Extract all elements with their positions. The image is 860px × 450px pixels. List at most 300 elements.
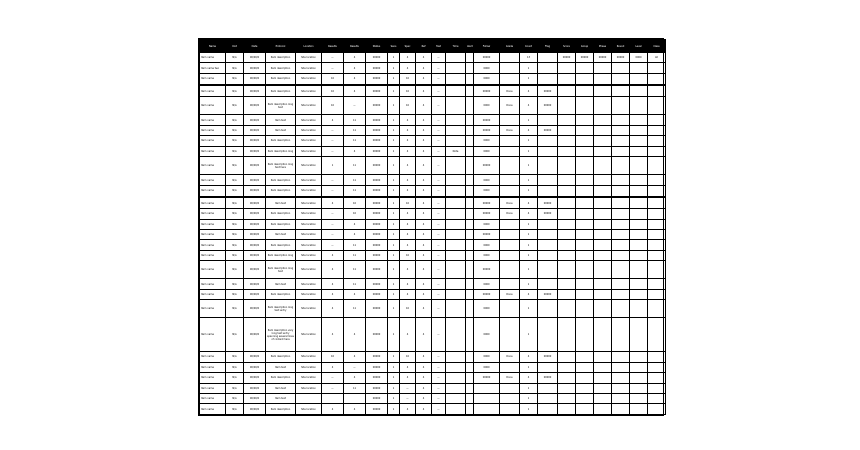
column-header[interactable]: Ref [416, 40, 432, 53]
table-cell [500, 53, 520, 63]
table-cell [612, 146, 630, 156]
table-cell: 1 [520, 136, 538, 146]
table-cell: 10 [400, 85, 416, 97]
table-cell [594, 115, 612, 125]
table-cell [630, 85, 648, 97]
table-cell [446, 261, 466, 279]
table-cell: 0000 [474, 279, 500, 289]
table-cell: 4 [416, 279, 432, 289]
table-cell: — [432, 261, 446, 279]
table-cell: Item name [200, 85, 226, 97]
table-cell [612, 185, 630, 197]
table-cell: Item description [266, 53, 296, 63]
table-cell: 00000 [366, 300, 388, 318]
table-cell [612, 383, 630, 393]
table-row[interactable] [200, 229, 666, 239]
table-cell: Done [500, 352, 520, 362]
table-cell: Item name [200, 261, 226, 279]
table-cell [630, 373, 648, 383]
table-cell: Site location [296, 229, 322, 239]
table-cell: 10 [400, 250, 416, 260]
table-row[interactable] [200, 383, 666, 393]
table-cell [576, 229, 594, 239]
table-cell [558, 362, 576, 372]
table-cell [446, 318, 466, 352]
column-header[interactable]: Status [366, 40, 388, 53]
column-header[interactable]: Class [648, 40, 666, 53]
table-row[interactable] [200, 250, 666, 260]
table-cell: 1 [388, 279, 400, 289]
table-cell: Site location [296, 125, 322, 135]
table-cell: 0000 [474, 63, 500, 73]
column-header[interactable]: Group [576, 40, 594, 53]
table-cell [500, 73, 520, 85]
table-cell [576, 362, 594, 372]
table-cell: 4 [344, 229, 366, 239]
table-cell [576, 209, 594, 219]
table-cell [500, 185, 520, 197]
table-cell: 1 [388, 185, 400, 197]
table-cell [648, 63, 666, 73]
table-cell: 4 [416, 261, 432, 279]
table-cell: Site location [296, 318, 322, 352]
table-cell [446, 125, 466, 135]
table-cell [558, 73, 576, 85]
table-cell [538, 115, 558, 125]
table-cell: 00/00/0 [244, 146, 266, 156]
table-cell: N/A [226, 185, 244, 197]
table-cell [648, 300, 666, 318]
column-header[interactable]: Unit [226, 40, 244, 53]
column-header[interactable]: Grade [500, 40, 520, 53]
table-cell: 1 [520, 318, 538, 352]
table-cell: N/A [226, 73, 244, 85]
table-cell [466, 383, 474, 393]
table-cell: Item description [266, 373, 296, 383]
table-cell: Site location [296, 197, 322, 209]
table-cell: Site location [296, 240, 322, 250]
table-cell: 4 [416, 300, 432, 318]
table-row[interactable] [200, 146, 666, 156]
table-cell [466, 318, 474, 352]
table-cell: 00000 [474, 289, 500, 299]
table-cell: N/A [226, 279, 244, 289]
table-cell: 00000 [474, 209, 500, 219]
table-row[interactable] [200, 115, 666, 125]
table-cell [558, 63, 576, 73]
table-cell [466, 53, 474, 63]
table-cell: 1 [388, 73, 400, 85]
table-cell [648, 362, 666, 372]
table-cell: 00000 [366, 125, 388, 135]
table-cell: N/A [226, 97, 244, 115]
column-header[interactable]: Follow [474, 40, 500, 53]
table-cell: — [432, 175, 446, 185]
table-cell: 4 [416, 73, 432, 85]
table-cell: — [400, 393, 416, 403]
column-header[interactable]: Date [244, 40, 266, 53]
table-cell: — [432, 383, 446, 393]
table-cell: 00/00/0 [244, 157, 266, 175]
table-cell: 00/00/0 [244, 85, 266, 97]
table-cell [576, 393, 594, 403]
table-row[interactable] [200, 97, 666, 115]
table-row[interactable] [200, 209, 666, 219]
table-cell: Item name [200, 362, 226, 372]
table-cell [594, 318, 612, 352]
table-cell [500, 229, 520, 239]
table-cell: N/A [226, 240, 244, 250]
table-cell: 4 [344, 289, 366, 299]
table-cell: 4 [400, 362, 416, 372]
table-cell: 00000 [366, 261, 388, 279]
table-cell: Site location [296, 85, 322, 97]
table-cell: 1 [388, 115, 400, 125]
table-cell [630, 250, 648, 260]
table-cell: — [432, 250, 446, 260]
table-cell: 1 [520, 393, 538, 403]
table-cell [648, 97, 666, 115]
table-cell [648, 279, 666, 289]
table-cell: 00000 [474, 261, 500, 279]
table-cell: 4 [416, 393, 432, 403]
table-cell: Item description [266, 219, 296, 229]
table-cell [500, 146, 520, 156]
table-cell: 00000 [366, 157, 388, 175]
table-cell: N/A [226, 115, 244, 125]
table-cell [648, 229, 666, 239]
table-cell [500, 175, 520, 185]
table-cell [630, 146, 648, 156]
table-cell: Item name [200, 250, 226, 260]
table-cell: Item name [200, 229, 226, 239]
table-cell [612, 300, 630, 318]
table-cell: 00000 [366, 352, 388, 362]
table-cell [558, 404, 576, 415]
table-cell: 0000 [474, 185, 500, 197]
table-cell: — [322, 240, 344, 250]
table-cell: Done [500, 85, 520, 97]
table-cell [558, 240, 576, 250]
table-cell: 00/00/0 [244, 279, 266, 289]
table-cell [576, 115, 594, 125]
table-cell [612, 229, 630, 239]
table-row[interactable] [200, 352, 666, 362]
table-cell [576, 185, 594, 197]
table-cell: 4 [400, 157, 416, 175]
table-cell: Done [500, 373, 520, 383]
table-cell [576, 289, 594, 299]
table-cell: 1 [388, 146, 400, 156]
table-cell [612, 97, 630, 115]
table-cell: 00000 [538, 373, 558, 383]
table-cell [630, 383, 648, 393]
column-header[interactable]: Results [322, 40, 344, 53]
table-cell: 00/00/0 [244, 250, 266, 260]
table-cell: 00/00/0 [244, 373, 266, 383]
table-cell: Site location [296, 373, 322, 383]
table-cell: 00/00/0 [244, 53, 266, 63]
table-cell [648, 318, 666, 352]
table-cell [630, 115, 648, 125]
table-cell: 00000 [366, 219, 388, 229]
table-cell: 00000 [474, 157, 500, 175]
table-cell [648, 404, 666, 415]
table-cell [594, 289, 612, 299]
column-header[interactable]: Flag [538, 40, 558, 53]
table-cell: 1 [520, 73, 538, 85]
table-cell [558, 197, 576, 209]
table-cell: 00/00/0 [244, 300, 266, 318]
table-cell [538, 219, 558, 229]
table-cell [630, 229, 648, 239]
column-header[interactable]: Location [296, 40, 322, 53]
table-cell: 13 [520, 53, 538, 63]
table-cell: 00000 [594, 53, 612, 63]
table-cell: 00/00/0 [244, 289, 266, 299]
table-cell [594, 362, 612, 372]
table-cell [538, 404, 558, 415]
table-cell: 00000 [366, 373, 388, 383]
table-cell: 00/00/0 [244, 115, 266, 125]
table-cell: 1 [520, 115, 538, 125]
table-cell: 1 [520, 146, 538, 156]
column-header[interactable]: Name [200, 40, 226, 53]
column-header[interactable]: Protocol [266, 40, 296, 53]
table-row[interactable] [200, 240, 666, 250]
table-row[interactable] [200, 85, 666, 97]
column-header[interactable]: Results [344, 40, 366, 53]
table-cell: 4 [400, 240, 416, 250]
table-cell: 1 [388, 209, 400, 219]
table-row[interactable] [200, 362, 666, 372]
table-cell: 1 [388, 136, 400, 146]
table-row[interactable] [200, 63, 666, 73]
table-cell: N/A [226, 197, 244, 209]
table-cell: 4 [520, 373, 538, 383]
table-row[interactable] [200, 373, 666, 383]
table-cell: 00000 [366, 185, 388, 197]
table-cell: 00/00/0 [244, 97, 266, 115]
table-cell [558, 97, 576, 115]
table-cell: 4 [416, 219, 432, 229]
table-row[interactable] [200, 125, 666, 135]
table-cell: Item description [266, 185, 296, 197]
table-cell: 1 [388, 85, 400, 97]
table-cell: — [322, 209, 344, 219]
column-header[interactable]: Spec [400, 40, 416, 53]
table-cell: — [432, 404, 446, 415]
table-row[interactable] [200, 404, 666, 415]
table-cell [558, 115, 576, 125]
table-cell: Item description [266, 209, 296, 219]
column-header[interactable]: Test [432, 40, 446, 53]
table-cell [576, 250, 594, 260]
table-cell [558, 393, 576, 403]
table-cell: Site location [296, 362, 322, 372]
table-row[interactable] [200, 289, 666, 299]
table-cell: 4 [400, 125, 416, 135]
table-cell: 1 [520, 261, 538, 279]
column-header[interactable]: Sens [388, 40, 400, 53]
table-cell [648, 209, 666, 219]
column-header[interactable]: Round [612, 40, 630, 53]
table-cell: 10 [322, 85, 344, 97]
table-cell [538, 175, 558, 185]
table-cell: 4 [322, 289, 344, 299]
table-row[interactable] [200, 175, 666, 185]
table-cell: 4 [520, 85, 538, 97]
table-row[interactable] [200, 219, 666, 229]
table-row[interactable] [200, 393, 666, 403]
table-row[interactable] [200, 185, 666, 197]
column-header[interactable]: Time [446, 40, 466, 53]
table-cell: 0000 [474, 219, 500, 229]
table-cell: 4 [520, 352, 538, 362]
table-cell: 00/00/0 [244, 362, 266, 372]
table-cell [466, 197, 474, 209]
table-cell: 00000 [538, 85, 558, 97]
table-cell: 10 [344, 209, 366, 219]
table-cell [538, 53, 558, 63]
column-header[interactable]: Alert [466, 40, 474, 53]
table-cell: 00000 [366, 197, 388, 209]
table-cell: Site location [296, 404, 322, 415]
table-cell: 0000 [474, 146, 500, 156]
table-cell [344, 393, 366, 403]
table-cell: — [432, 289, 446, 299]
table-cell: Item name [200, 318, 226, 352]
table-cell: — [322, 136, 344, 146]
table-cell [466, 362, 474, 372]
table-cell: 4 [344, 73, 366, 85]
column-header[interactable]: Level [630, 40, 648, 53]
table-cell: Item text [266, 279, 296, 289]
table-cell [446, 352, 466, 362]
table-cell: Item name [200, 352, 226, 362]
table-cell: N/A [226, 53, 244, 63]
table-cell: 0000 [474, 136, 500, 146]
table-cell [466, 146, 474, 156]
table-cell [538, 63, 558, 73]
table-cell [500, 404, 520, 415]
table-row[interactable] [200, 53, 666, 63]
column-header[interactable]: Score [558, 40, 576, 53]
table-cell [538, 250, 558, 260]
table-cell [648, 240, 666, 250]
table-cell: 00/00/0 [244, 383, 266, 393]
table-cell [500, 318, 520, 352]
table-cell: 00000 [474, 125, 500, 135]
table-cell [630, 219, 648, 229]
table-cell [466, 404, 474, 415]
table-cell: — [432, 136, 446, 146]
table-cell: 00/00/0 [244, 125, 266, 135]
table-row[interactable] [200, 261, 666, 279]
table-cell [576, 279, 594, 289]
table-cell: Item description long [266, 146, 296, 156]
table-cell [594, 352, 612, 362]
table-cell [538, 240, 558, 250]
table-row[interactable] [200, 318, 666, 352]
column-header[interactable]: Phase [594, 40, 612, 53]
table-cell: Site location [296, 53, 322, 63]
column-header[interactable]: Count [520, 40, 538, 53]
table-cell: — [322, 229, 344, 239]
table-cell: 4 [416, 240, 432, 250]
table-cell: — [432, 300, 446, 318]
table-cell: 0000 [474, 73, 500, 85]
table-cell: 00/00/0 [244, 73, 266, 85]
table-cell: 00000 [538, 209, 558, 219]
table-cell [612, 240, 630, 250]
table-cell: N/A [226, 393, 244, 403]
table-cell: 4 [344, 53, 366, 63]
table-cell [538, 393, 558, 403]
table-cell: Item name [200, 393, 226, 403]
table-cell [538, 318, 558, 352]
table-cell [538, 362, 558, 372]
table-cell [466, 250, 474, 260]
table-cell: 1 [520, 240, 538, 250]
table-cell: 00/00/0 [244, 136, 266, 146]
table-cell: 4 [416, 229, 432, 239]
table-cell: — [432, 352, 446, 362]
table-cell [612, 352, 630, 362]
table-cell: 4 [520, 125, 538, 135]
table-cell: — [432, 240, 446, 250]
table-cell: Item name [200, 197, 226, 209]
table-cell [474, 404, 500, 415]
table-row[interactable] [200, 157, 666, 175]
table-cell: Item text [266, 197, 296, 209]
table-cell: Done [500, 125, 520, 135]
table-row[interactable] [200, 300, 666, 318]
table-cell: 00000 [366, 229, 388, 239]
table-cell [594, 97, 612, 115]
table-cell: 00000 [366, 289, 388, 299]
table-cell: 1 [520, 404, 538, 415]
table-cell [446, 383, 466, 393]
table-row[interactable] [200, 73, 666, 85]
table-cell [630, 157, 648, 175]
table-cell [500, 383, 520, 393]
table-cell: — [432, 53, 446, 63]
table-row[interactable] [200, 136, 666, 146]
table-cell [576, 404, 594, 415]
table-cell: Site location [296, 185, 322, 197]
table-cell [446, 185, 466, 197]
table-cell: 00000 [366, 73, 388, 85]
table-cell: 4 [416, 352, 432, 362]
table-cell [466, 63, 474, 73]
table-cell: 1 [520, 63, 538, 73]
table-cell: 4 [416, 197, 432, 209]
table-cell: Item name [200, 125, 226, 135]
table-cell: 4 [400, 404, 416, 415]
table-cell [466, 300, 474, 318]
table-cell: — [322, 185, 344, 197]
table-row[interactable] [200, 197, 666, 209]
table-row[interactable] [200, 279, 666, 289]
table-cell: — [432, 125, 446, 135]
table-cell: N/A [226, 250, 244, 260]
table-cell: 00000 [474, 53, 500, 63]
table-cell: 00/00/0 [244, 197, 266, 209]
table-cell [612, 289, 630, 299]
table-cell [594, 219, 612, 229]
table-cell: Item text [266, 383, 296, 393]
